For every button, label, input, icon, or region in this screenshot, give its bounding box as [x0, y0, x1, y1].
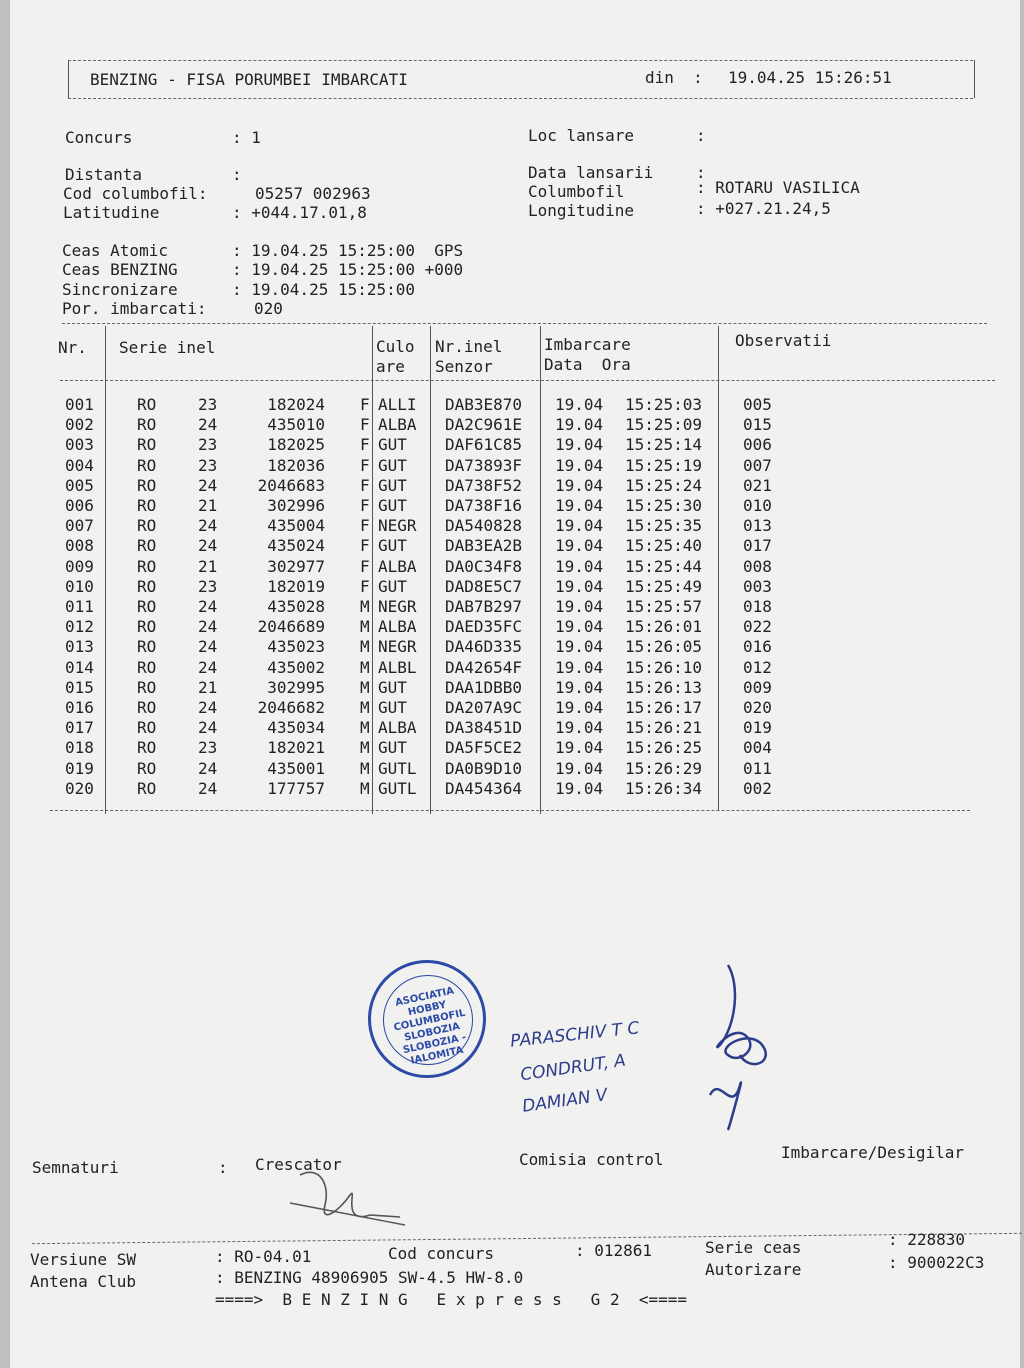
cell-data: 19.04	[555, 677, 604, 697]
cell-culoare: GUTL	[378, 758, 417, 778]
cell-obs: 017	[743, 536, 772, 556]
cell-nr: 010	[65, 576, 94, 596]
ceas-benzing-value: : 19.04.25 15:25:00 +000	[232, 260, 464, 279]
cell-nr: 004	[65, 455, 94, 475]
cell-an: 24	[198, 698, 218, 717]
cell-sex: F	[360, 415, 370, 435]
cell-data: 19.04	[555, 536, 604, 556]
cell-inel: 2046682	[257, 698, 325, 717]
cell-an: 24	[198, 617, 218, 637]
cell-an: 23	[198, 455, 218, 475]
cell-sex: M	[360, 778, 370, 798]
cell-an: 24	[198, 637, 218, 657]
cell-senzor: DA738F16	[445, 496, 523, 515]
cell-tara: RO	[137, 556, 157, 576]
cell-senzor: DAF61C85	[445, 435, 523, 455]
ceas-atomic-label: Ceas Atomic	[62, 241, 168, 260]
cell-culoare: ALBA	[378, 556, 417, 576]
cell-ora: 15:25:24	[625, 475, 703, 495]
cell-data: 19.04	[555, 698, 604, 717]
cell-culoare: GUT	[378, 576, 407, 596]
cod-concurs-value: : 012861	[575, 1241, 653, 1260]
cell-an: 23	[198, 395, 218, 414]
serie-ceas-value: : 228830	[888, 1230, 966, 1249]
concurs-label: Concurs	[65, 128, 133, 147]
longitudine-value: : +027.21.24,5	[696, 199, 831, 218]
cell-obs: 018	[743, 597, 772, 616]
cell-inel: 182019	[267, 576, 325, 596]
cell-nr: 013	[65, 637, 94, 657]
benzing-express-banner: ====> B E N Z I N G E x p r e s s G 2 <====	[215, 1290, 688, 1309]
imbarcare-desigilare-label: Imbarcare/Desigilar	[781, 1143, 965, 1162]
cell-obs: 009	[743, 677, 772, 697]
cell-nr: 002	[65, 415, 94, 435]
col-serie-header: Serie inel	[119, 338, 216, 357]
cell-an: 24	[198, 475, 218, 495]
cell-sex: M	[360, 758, 370, 778]
cell-sex: F	[360, 395, 370, 414]
cell-an: 21	[198, 677, 218, 697]
cell-ora: 15:25:03	[625, 395, 703, 414]
distanta-label: Distanta	[65, 165, 143, 184]
cell-data: 19.04	[555, 758, 604, 778]
table-row	[65, 617, 795, 637]
cell-data: 19.04	[555, 778, 604, 798]
table-row	[65, 678, 795, 698]
table-row	[65, 496, 795, 516]
cell-culoare: GUT	[378, 435, 407, 455]
cell-data: 19.04	[555, 637, 604, 657]
cell-an: 24	[198, 415, 218, 435]
cell-tara: RO	[137, 718, 157, 738]
cell-inel: 435002	[267, 657, 325, 677]
table-row	[65, 658, 795, 678]
cell-an: 23	[198, 738, 218, 758]
cell-ora: 15:25:40	[625, 536, 703, 556]
cell-culoare: GUT	[378, 677, 407, 697]
handwritten-name-3: DAMIAN V	[521, 1085, 609, 1117]
concurs-value: : 1	[232, 128, 261, 147]
cell-ora: 15:25:57	[625, 597, 703, 616]
cell-sex: F	[360, 475, 370, 495]
columbofil-label: Columbofil	[528, 182, 625, 201]
cell-culoare: GUT	[378, 698, 407, 717]
data-lansarii-value: :	[696, 163, 706, 182]
table-row	[65, 637, 795, 657]
cell-an: 24	[198, 597, 218, 616]
cell-nr: 015	[65, 677, 94, 697]
cell-data: 19.04	[555, 496, 604, 515]
cell-obs: 012	[743, 657, 772, 677]
cell-senzor: DA46D335	[445, 637, 523, 657]
cell-obs: 016	[743, 637, 772, 657]
cell-sex: M	[360, 637, 370, 657]
cell-an: 21	[198, 496, 218, 515]
cell-obs: 019	[743, 718, 772, 738]
cell-an: 24	[198, 778, 218, 798]
serie-ceas-label: Serie ceas	[705, 1238, 802, 1257]
cell-data: 19.04	[555, 455, 604, 475]
table-row	[65, 779, 795, 799]
cell-nr: 007	[65, 516, 94, 536]
cell-nr: 012	[65, 617, 94, 637]
col-data-ora-header: Data Ora	[544, 355, 631, 374]
cell-data: 19.04	[555, 617, 604, 637]
header-bottom-rule	[68, 98, 973, 99]
porumbei-imbarcati-label: Por. imbarcati:	[62, 299, 207, 318]
handwritten-name-2: CONDRUT, A	[519, 1050, 628, 1086]
cell-data: 19.04	[555, 475, 604, 495]
cell-obs: 015	[743, 415, 772, 435]
cell-data: 19.04	[555, 516, 604, 536]
table-row	[65, 698, 795, 718]
table-row	[65, 577, 795, 597]
table-row	[65, 395, 795, 415]
cell-an: 21	[198, 556, 218, 576]
cell-sex: M	[360, 698, 370, 717]
cell-sex: F	[360, 516, 370, 536]
cell-ora: 15:26:05	[625, 637, 703, 657]
association-stamp	[368, 960, 486, 1078]
cell-an: 24	[198, 718, 218, 738]
cell-obs: 005	[743, 395, 772, 414]
cell-culoare: ALBA	[378, 617, 417, 637]
table-row	[65, 759, 795, 779]
cell-data: 19.04	[555, 576, 604, 596]
cell-tara: RO	[137, 536, 157, 556]
cell-sex: F	[360, 435, 370, 455]
autorizare-label: Autorizare	[705, 1260, 802, 1279]
cell-data: 19.04	[555, 657, 604, 677]
table-row	[65, 738, 795, 758]
distanta-value: :	[232, 165, 242, 184]
latitudine-value: : +044.17.01,8	[232, 203, 367, 222]
table-bottom-rule	[50, 810, 970, 811]
cell-ora: 15:26:34	[625, 778, 703, 798]
cell-nr: 011	[65, 597, 94, 616]
cell-an: 23	[198, 435, 218, 455]
cell-tara: RO	[137, 475, 157, 495]
cell-culoare: ALLI	[378, 395, 417, 414]
cell-inel: 182036	[267, 455, 325, 475]
cell-senzor: DAED35FC	[445, 617, 523, 637]
cod-columbofil-value: 05257 002963	[255, 184, 371, 203]
cell-obs: 003	[743, 576, 772, 596]
cell-inel: 302996	[267, 496, 325, 515]
porumbei-imbarcati-value: 020	[254, 299, 283, 318]
cell-obs: 008	[743, 556, 772, 576]
cell-inel: 435034	[267, 718, 325, 738]
sincronizare-label: Sincronizare	[62, 280, 178, 299]
cell-inel: 302977	[267, 556, 325, 576]
cell-senzor: DA0C34F8	[445, 556, 523, 576]
cell-senzor: DA454364	[445, 778, 523, 798]
longitudine-label: Longitudine	[528, 201, 634, 220]
cell-nr: 008	[65, 536, 94, 556]
cell-data: 19.04	[555, 718, 604, 738]
cell-senzor: DAB3E870	[445, 395, 523, 414]
sheet-title: BENZING - FISA PORUMBEI IMBARCATI	[90, 70, 408, 89]
cell-inel: 182024	[267, 395, 325, 414]
cell-ora: 15:25:09	[625, 415, 703, 435]
cell-tara: RO	[137, 758, 157, 778]
cell-inel: 2046683	[257, 475, 325, 495]
cod-concurs-label: Cod concurs	[388, 1244, 494, 1263]
cell-obs: 022	[743, 617, 772, 637]
cod-columbofil-label: Cod columbofil:	[63, 184, 208, 203]
cell-ora: 15:25:30	[625, 496, 703, 515]
cell-data: 19.04	[555, 738, 604, 758]
cell-tara: RO	[137, 657, 157, 677]
cell-nr: 019	[65, 758, 94, 778]
cell-tara: RO	[137, 698, 157, 717]
stamp-text: ASOCIATIA HOBBY COLUMBOFIL SLOBOZIA SLOBOZIA - IALOMITA	[392, 985, 468, 1067]
cell-sex: M	[360, 677, 370, 697]
cell-obs: 006	[743, 435, 772, 455]
cell-culoare: ALBA	[378, 415, 417, 435]
cell-obs: 002	[743, 778, 772, 798]
cell-ora: 15:26:10	[625, 657, 703, 677]
cell-data: 19.04	[555, 597, 604, 616]
cell-sex: F	[360, 576, 370, 596]
cell-ora: 15:26:17	[625, 698, 703, 717]
table-row	[65, 536, 795, 556]
cell-an: 24	[198, 657, 218, 677]
cell-obs: 011	[743, 758, 772, 778]
cell-obs: 013	[743, 516, 772, 536]
cell-ora: 15:26:13	[625, 677, 703, 697]
semnaturi-label: Semnaturi	[32, 1158, 119, 1177]
cell-senzor: DA2C961E	[445, 415, 523, 435]
col-observatii-header: Observatii	[735, 331, 832, 350]
cell-inel: 182021	[267, 738, 325, 758]
cell-nr: 001	[65, 395, 94, 414]
cell-an: 24	[198, 536, 218, 556]
col-senzor-header: Senzor	[435, 357, 493, 376]
cell-tara: RO	[137, 597, 157, 616]
date-value: 19.04.25 15:26:51	[728, 68, 892, 87]
antena-club-value: : BENZING 48906905 SW-4.5 HW-8.0	[215, 1268, 524, 1287]
cell-sex: M	[360, 657, 370, 677]
cell-tara: RO	[137, 496, 157, 515]
cell-data: 19.04	[555, 556, 604, 576]
col-nrinel-header: Nr.inel	[435, 337, 503, 356]
versiune-sw-value: : RO-04.01	[215, 1247, 312, 1266]
cell-culoare: ALBA	[378, 718, 417, 738]
cell-sex: M	[360, 597, 370, 616]
versiune-sw-label: Versiune SW	[30, 1250, 136, 1269]
cell-culoare: GUT	[378, 475, 407, 495]
cell-ora: 15:26:25	[625, 738, 703, 758]
table-row	[65, 597, 795, 617]
cell-nr: 003	[65, 435, 94, 455]
table-row	[65, 456, 795, 476]
cell-inel: 435010	[267, 415, 325, 435]
cell-tara: RO	[137, 576, 157, 596]
cell-senzor: DA540828	[445, 516, 523, 536]
cell-nr: 006	[65, 496, 94, 515]
cell-ora: 15:25:14	[625, 435, 703, 455]
cell-senzor: DA42654F	[445, 657, 523, 677]
cell-nr: 016	[65, 698, 94, 717]
table-row	[65, 516, 795, 536]
cell-senzor: DAB3EA2B	[445, 536, 523, 556]
cell-an: 23	[198, 576, 218, 596]
ceas-benzing-label: Ceas BENZING	[62, 260, 178, 279]
crescator-label: Crescator	[255, 1155, 342, 1174]
col-culoare-header: Culo	[376, 337, 415, 356]
cell-culoare: NEGR	[378, 637, 417, 657]
cell-tara: RO	[137, 395, 157, 414]
cell-sex: M	[360, 718, 370, 738]
cell-ora: 15:25:44	[625, 556, 703, 576]
cell-senzor: DA38451D	[445, 718, 523, 738]
sincronizare-value: : 19.04.25 15:25:00	[232, 280, 416, 299]
cell-senzor: DA207A9C	[445, 698, 523, 717]
table-row	[65, 435, 795, 455]
cell-culoare: GUT	[378, 536, 407, 556]
cell-data: 19.04	[555, 395, 604, 414]
cell-sex: F	[360, 536, 370, 556]
date-label: din :	[645, 68, 703, 87]
table-row	[65, 557, 795, 577]
cell-sex: M	[360, 617, 370, 637]
cell-nr: 009	[65, 556, 94, 576]
cell-senzor: DA5F5CE2	[445, 738, 523, 758]
cell-inel: 435024	[267, 536, 325, 556]
cell-inel: 182025	[267, 435, 325, 455]
cell-inel: 435023	[267, 637, 325, 657]
cell-tara: RO	[137, 677, 157, 697]
data-lansarii-label: Data lansarii	[528, 163, 654, 182]
cell-nr: 017	[65, 718, 94, 738]
cell-nr: 018	[65, 738, 94, 758]
col-imbarcare-header: Imbarcare	[544, 335, 631, 354]
cell-sex: F	[360, 556, 370, 576]
cell-obs: 007	[743, 455, 772, 475]
cell-tara: RO	[137, 415, 157, 435]
cell-data: 19.04	[555, 415, 604, 435]
cell-inel: 435001	[267, 758, 325, 778]
cell-sex: F	[360, 496, 370, 515]
cell-obs: 010	[743, 496, 772, 515]
cell-senzor: DAB7B297	[445, 597, 523, 616]
cell-an: 24	[198, 758, 218, 778]
cell-inel: 435028	[267, 597, 325, 616]
cell-inel: 302995	[267, 677, 325, 697]
cell-inel: 435004	[267, 516, 325, 536]
cell-an: 24	[198, 516, 218, 536]
cell-tara: RO	[137, 738, 157, 758]
columbofil-value: : ROTARU VASILICA	[696, 178, 860, 197]
table-header-top-rule	[62, 323, 987, 324]
comisia-control-label: Comisia control	[519, 1150, 664, 1169]
table-row	[65, 415, 795, 435]
cell-obs: 020	[743, 698, 772, 717]
cell-tara: RO	[137, 435, 157, 455]
autorizare-value: : 900022C3	[888, 1253, 985, 1272]
loc-lansare-label: Loc lansare	[528, 126, 634, 145]
cell-senzor: DA73893F	[445, 455, 523, 475]
cell-culoare: GUT	[378, 455, 407, 475]
cell-ora: 15:25:49	[625, 576, 703, 596]
cell-ora: 15:25:19	[625, 455, 703, 475]
cell-culoare: NEGR	[378, 597, 417, 616]
table-header-bottom-rule	[60, 380, 995, 381]
col-nr-header: Nr.	[58, 338, 87, 357]
cell-culoare: GUT	[378, 738, 407, 758]
cell-tara: RO	[137, 516, 157, 536]
cell-tara: RO	[137, 617, 157, 637]
cell-culoare: NEGR	[378, 516, 417, 536]
semnaturi-colon: :	[218, 1158, 228, 1177]
cell-ora: 15:26:21	[625, 718, 703, 738]
cell-tara: RO	[137, 637, 157, 657]
signature-commission	[670, 955, 790, 1135]
cell-obs: 004	[743, 738, 772, 758]
cell-sex: F	[360, 455, 370, 475]
handwritten-name-1: PARASCHIV T C	[509, 1018, 641, 1052]
cell-inel: 177757	[267, 778, 325, 798]
latitudine-label: Latitudine	[63, 203, 160, 222]
table-row	[65, 476, 795, 496]
embarkation-sheet	[10, 0, 1020, 1368]
ceas-atomic-value: : 19.04.25 15:25:00 GPS	[232, 241, 464, 260]
cell-inel: 2046689	[257, 617, 325, 637]
cell-tara: RO	[137, 455, 157, 475]
cell-senzor: DA738F52	[445, 475, 523, 495]
cell-sex: M	[360, 738, 370, 758]
cell-obs: 021	[743, 475, 772, 495]
cell-nr: 014	[65, 657, 94, 677]
cell-nr: 020	[65, 778, 94, 798]
cell-senzor: DA0B9D10	[445, 758, 523, 778]
antena-club-label: Antena Club	[30, 1272, 136, 1291]
cell-culoare: GUTL	[378, 778, 417, 798]
cell-ora: 15:26:01	[625, 617, 703, 637]
cell-ora: 15:25:35	[625, 516, 703, 536]
cell-nr: 005	[65, 475, 94, 495]
loc-lansare-value: :	[696, 126, 706, 145]
cell-culoare: GUT	[378, 496, 407, 515]
cell-senzor: DAD8E5C7	[445, 576, 523, 596]
cell-senzor: DAA1DBB0	[445, 677, 523, 697]
col-culoare-header-2: are	[376, 357, 405, 376]
footer-rule	[32, 1233, 1022, 1244]
table-row	[65, 718, 795, 738]
cell-data: 19.04	[555, 435, 604, 455]
cell-ora: 15:26:29	[625, 758, 703, 778]
cell-culoare: ALBL	[378, 657, 417, 677]
cell-tara: RO	[137, 778, 157, 798]
